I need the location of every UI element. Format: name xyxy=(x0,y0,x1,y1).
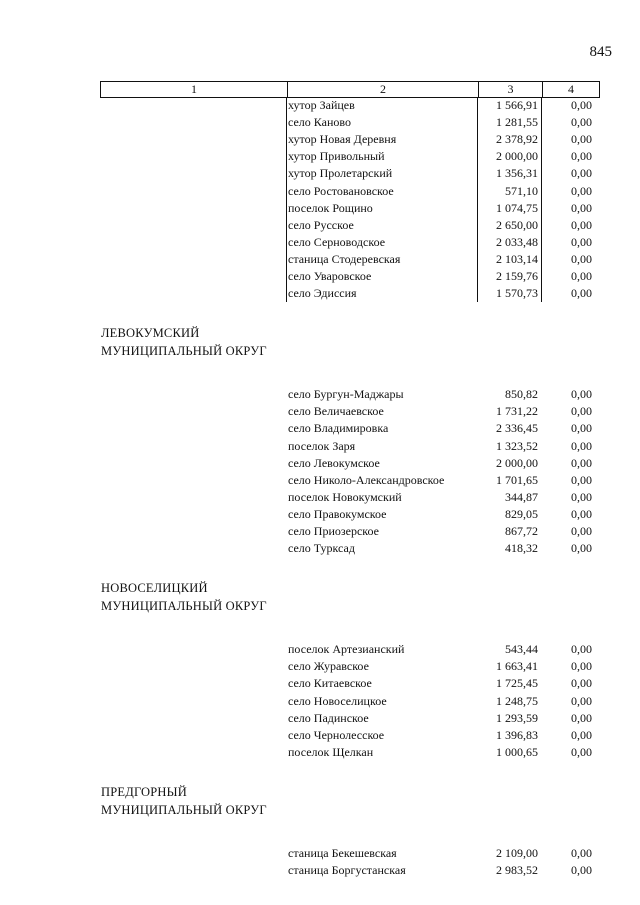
table-row xyxy=(0,845,640,862)
table-row xyxy=(0,675,640,692)
value-col-3: 1 570,73 xyxy=(496,286,538,301)
table-row xyxy=(0,523,640,540)
value-col-4: 0,00 xyxy=(571,251,592,266)
settlement-name: село Приозерское xyxy=(288,524,379,538)
table-row xyxy=(0,234,640,251)
table-row xyxy=(0,251,640,268)
table-row xyxy=(0,862,640,879)
value-col-3: 1 725,45 xyxy=(496,676,538,691)
value-col-3: 1 248,75 xyxy=(496,693,538,708)
value-col-4: 0,00 xyxy=(571,727,592,742)
value-col-3: 1 731,22 xyxy=(496,404,538,419)
value-col-3: 1 000,65 xyxy=(496,744,538,759)
table-row xyxy=(0,420,640,437)
settlement-name: станица Боргустанская xyxy=(288,863,406,877)
table-header-row xyxy=(100,81,600,98)
table-row xyxy=(0,200,640,217)
table-row xyxy=(0,268,640,285)
value-col-4: 0,00 xyxy=(571,269,592,283)
district-name: ПРЕДГОРНЫЙ xyxy=(101,784,187,799)
value-col-4: 0,00 xyxy=(571,234,592,249)
settlement-name: поселок Рощино xyxy=(288,200,373,215)
page-number: 845 xyxy=(589,44,612,60)
settlement-name: село Падинское xyxy=(288,710,369,725)
settlement-name: село Левокумское xyxy=(288,455,380,470)
table-row xyxy=(0,165,640,182)
value-col-4: 0,00 xyxy=(571,710,592,725)
table-row xyxy=(0,506,640,523)
table-row xyxy=(0,285,640,302)
table-row xyxy=(0,183,640,200)
settlement-name: село Эдиссия xyxy=(288,286,357,301)
settlement-name: село Серноводское xyxy=(288,234,386,249)
header-col-4: 4 xyxy=(542,82,599,97)
settlement-name: село Ростовановское xyxy=(288,183,394,198)
value-col-3: 2 000,00 xyxy=(496,149,538,164)
value-col-3: 2 983,52 xyxy=(496,863,538,877)
district-heading xyxy=(101,579,267,615)
table-row xyxy=(0,540,640,557)
settlement-name: село Правокумское xyxy=(288,506,387,521)
settlement-name: село Николо-Александровское xyxy=(288,472,445,487)
district-name: ЛЕВОКУМСКИЙ xyxy=(101,326,200,341)
settlement-name: станица Стодеревская xyxy=(288,251,401,266)
value-col-4: 0,00 xyxy=(571,489,592,504)
settlement-name: село Новоселицкое xyxy=(288,693,387,708)
table-row xyxy=(0,403,640,420)
table-row xyxy=(0,744,640,761)
settlement-name: поселок Заря xyxy=(288,438,356,453)
value-col-4: 0,00 xyxy=(571,183,592,198)
value-col-4: 0,00 xyxy=(571,524,592,538)
table-row xyxy=(0,217,640,234)
settlement-name: село Турксад xyxy=(288,541,355,556)
settlement-name: село Бургун-Маджары xyxy=(288,387,404,402)
district-heading xyxy=(101,324,267,360)
value-col-4: 0,00 xyxy=(571,166,592,181)
value-col-3: 1 663,41 xyxy=(496,659,538,674)
value-col-4: 0,00 xyxy=(571,286,592,301)
value-col-4: 0,00 xyxy=(571,387,592,402)
table-row xyxy=(0,641,640,658)
table-row xyxy=(0,472,640,489)
value-col-3: 2 103,14 xyxy=(496,251,538,266)
table-row xyxy=(0,386,640,403)
value-col-4: 0,00 xyxy=(571,98,592,112)
value-col-4: 0,00 xyxy=(571,438,592,453)
value-col-3: 1 074,75 xyxy=(496,200,538,215)
value-col-3: 2 378,92 xyxy=(496,132,538,147)
settlement-name: село Уваровское xyxy=(288,269,372,283)
value-col-3: 1 281,55 xyxy=(496,115,538,130)
value-col-3: 2 336,45 xyxy=(496,421,538,436)
value-col-3: 1 356,31 xyxy=(496,166,538,181)
value-col-4: 0,00 xyxy=(571,693,592,708)
header-col-2: 2 xyxy=(287,82,478,97)
table-row xyxy=(0,658,640,675)
settlement-name: село Русское xyxy=(288,217,354,232)
table-row xyxy=(0,97,640,114)
value-col-3: 2 109,00 xyxy=(496,845,538,860)
settlement-name: село Чернолесское xyxy=(288,727,385,742)
settlement-name: хутор Новая Деревня xyxy=(288,132,397,147)
value-col-4: 0,00 xyxy=(571,541,592,556)
value-col-4: 0,00 xyxy=(571,744,592,759)
value-col-4: 0,00 xyxy=(571,642,592,657)
district-heading xyxy=(101,783,267,819)
value-col-3: 850,82 xyxy=(505,387,538,402)
value-col-4: 0,00 xyxy=(571,200,592,215)
value-col-3: 1 293,59 xyxy=(496,710,538,725)
table-row xyxy=(0,131,640,148)
value-col-3: 867,72 xyxy=(505,524,538,538)
table-row xyxy=(0,438,640,455)
value-col-4: 0,00 xyxy=(571,845,592,860)
settlement-name: станица Бекешевская xyxy=(288,845,397,860)
value-col-3: 2 033,48 xyxy=(496,234,538,249)
settlement-name: село Журавское xyxy=(288,659,369,674)
district-name: НОВОСЕЛИЦКИЙ xyxy=(101,581,208,596)
value-col-3: 2 159,76 xyxy=(496,269,538,283)
district-type: МУНИЦИПАЛЬНЫЙ ОКРУГ xyxy=(101,599,267,614)
value-col-3: 1 323,52 xyxy=(496,438,538,453)
value-col-3: 2 000,00 xyxy=(496,455,538,470)
value-col-4: 0,00 xyxy=(571,506,592,521)
header-col-3: 3 xyxy=(478,82,542,97)
value-col-4: 0,00 xyxy=(571,676,592,691)
value-col-4: 0,00 xyxy=(571,472,592,487)
value-col-4: 0,00 xyxy=(571,455,592,470)
settlement-name: поселок Щелкан xyxy=(288,744,374,759)
value-col-3: 1 566,91 xyxy=(496,98,538,112)
value-col-4: 0,00 xyxy=(571,217,592,232)
header-col-1: 1 xyxy=(191,82,197,96)
value-col-3: 2 650,00 xyxy=(496,217,538,232)
value-col-4: 0,00 xyxy=(571,659,592,674)
settlement-name: поселок Новокумский xyxy=(288,489,402,504)
value-col-4: 0,00 xyxy=(571,132,592,147)
table-row xyxy=(0,148,640,165)
district-type: МУНИЦИПАЛЬНЫЙ ОКРУГ xyxy=(101,802,267,817)
value-col-4: 0,00 xyxy=(571,421,592,436)
settlement-name: село Величаевское xyxy=(288,404,384,419)
value-col-3: 1 396,83 xyxy=(496,727,538,742)
table-row xyxy=(0,727,640,744)
settlement-name: хутор Пролетарский xyxy=(288,166,393,181)
table-row xyxy=(0,489,640,506)
table-row xyxy=(0,710,640,727)
value-col-4: 0,00 xyxy=(571,115,592,130)
settlement-name: село Китаевское xyxy=(288,676,372,691)
settlement-name: хутор Зайцев xyxy=(288,98,355,112)
value-col-4: 0,00 xyxy=(571,149,592,164)
settlement-name: поселок Артезианский xyxy=(288,642,405,657)
value-col-4: 0,00 xyxy=(571,863,592,877)
value-col-3: 829,05 xyxy=(505,506,538,521)
settlement-name: хутор Привольный xyxy=(288,149,385,164)
table-row xyxy=(0,455,640,472)
table-row xyxy=(0,693,640,710)
table-row xyxy=(0,114,640,131)
district-type: МУНИЦИПАЛЬНЫЙ ОКРУГ xyxy=(101,344,267,359)
value-col-3: 543,44 xyxy=(505,642,538,657)
value-col-4: 0,00 xyxy=(571,404,592,419)
value-col-3: 344,87 xyxy=(505,489,538,504)
value-col-3: 1 701,65 xyxy=(496,472,538,487)
value-col-3: 418,32 xyxy=(505,541,538,556)
settlement-name: село Владимировка xyxy=(288,421,389,436)
value-col-3: 571,10 xyxy=(505,183,538,198)
settlement-name: село Каново xyxy=(288,115,351,130)
